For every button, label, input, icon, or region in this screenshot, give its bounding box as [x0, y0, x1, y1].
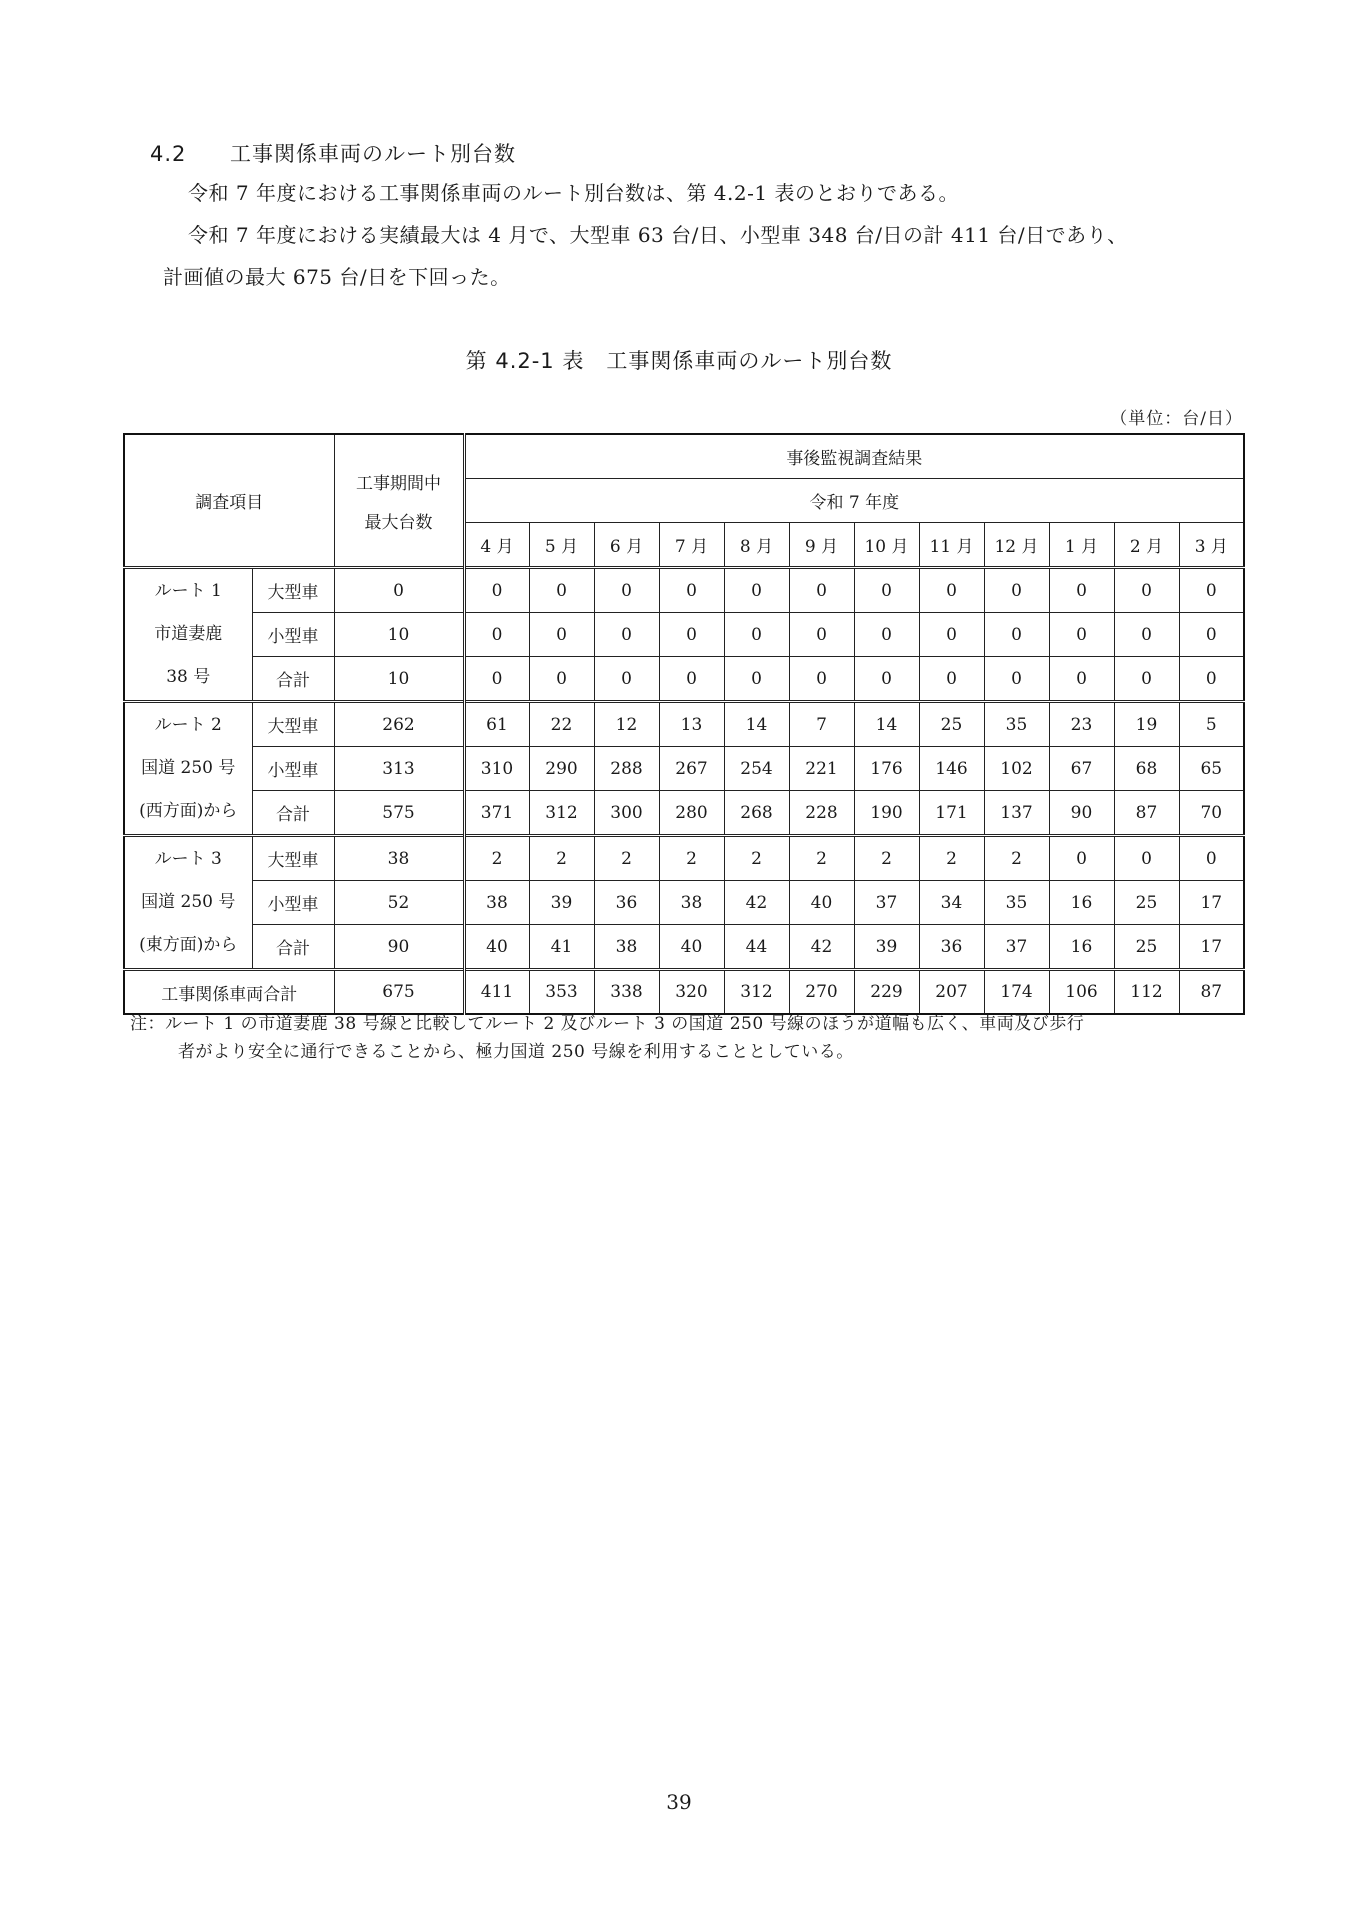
max-value: 10 — [334, 657, 464, 702]
month-value: 17 — [1179, 925, 1244, 970]
month-value: 70 — [1179, 791, 1244, 836]
month-value: 0 — [1114, 836, 1179, 881]
max-value: 0 — [334, 568, 464, 613]
page-number: 39 — [666, 1790, 692, 1814]
month-value: 16 — [1049, 925, 1114, 970]
month-value: 12 — [594, 702, 659, 747]
month-value: 5 — [1179, 702, 1244, 747]
month-header: 1 月 — [1049, 523, 1114, 568]
month-value: 0 — [529, 568, 594, 613]
total-value: 270 — [789, 970, 854, 1015]
month-value: 0 — [1179, 568, 1244, 613]
total-value: 87 — [1179, 970, 1244, 1015]
total-value: 229 — [854, 970, 919, 1015]
section-heading — [150, 138, 516, 168]
month-value: 0 — [854, 613, 919, 657]
month-header: 12 月 — [984, 523, 1049, 568]
header-max-line1: 工事期間中 — [356, 473, 441, 494]
route-name-line: ルート 2 — [154, 715, 222, 735]
month-value: 68 — [1114, 747, 1179, 791]
table-row — [124, 702, 1244, 747]
month-value: 0 — [464, 657, 529, 702]
total-value: 320 — [659, 970, 724, 1015]
month-value: 25 — [1114, 925, 1179, 970]
month-value: 35 — [984, 881, 1049, 925]
vehicle-type: 合計 — [252, 791, 334, 836]
header-max — [334, 434, 464, 568]
month-value: 0 — [1179, 657, 1244, 702]
month-value: 16 — [1049, 881, 1114, 925]
month-value: 17 — [1179, 881, 1244, 925]
month-value: 40 — [464, 925, 529, 970]
paragraph-2: 令和 7 年度における実績最大は 4 月で、大型車 63 台/日、小型車 348 台/日の計 411 台/日であり、 — [188, 223, 1128, 247]
month-value: 19 — [1114, 702, 1179, 747]
month-value: 267 — [659, 747, 724, 791]
month-value: 0 — [984, 613, 1049, 657]
month-value: 41 — [529, 925, 594, 970]
table-row — [124, 747, 1244, 791]
month-value: 0 — [594, 657, 659, 702]
month-value: 67 — [1049, 747, 1114, 791]
route-table — [123, 433, 1245, 1015]
vehicle-type: 大型車 — [252, 702, 334, 747]
vehicle-type: 小型車 — [252, 881, 334, 925]
header-result: 事後監視調査結果 — [464, 434, 1244, 479]
month-value: 300 — [594, 791, 659, 836]
month-value: 0 — [464, 613, 529, 657]
max-value: 52 — [334, 881, 464, 925]
total-value: 112 — [1114, 970, 1179, 1015]
month-value: 7 — [789, 702, 854, 747]
max-value: 575 — [334, 791, 464, 836]
month-value: 312 — [529, 791, 594, 836]
total-label: 工事関係車両合計 — [124, 970, 334, 1015]
month-value: 0 — [529, 657, 594, 702]
month-value: 38 — [659, 881, 724, 925]
month-value: 2 — [594, 836, 659, 881]
total-max: 675 — [334, 970, 464, 1015]
route-name-line: 国道 250 号 — [141, 892, 236, 912]
month-value: 290 — [529, 747, 594, 791]
month-header: 7 月 — [659, 523, 724, 568]
month-value: 0 — [1049, 568, 1114, 613]
month-value: 22 — [529, 702, 594, 747]
month-value: 0 — [594, 568, 659, 613]
month-value: 37 — [984, 925, 1049, 970]
month-value: 39 — [529, 881, 594, 925]
month-value: 0 — [529, 613, 594, 657]
month-value: 228 — [789, 791, 854, 836]
month-value: 2 — [659, 836, 724, 881]
table-row — [124, 791, 1244, 836]
route-name — [124, 836, 252, 970]
month-value: 371 — [464, 791, 529, 836]
month-value: 42 — [789, 925, 854, 970]
month-value: 35 — [984, 702, 1049, 747]
month-value: 44 — [724, 925, 789, 970]
total-value: 106 — [1049, 970, 1114, 1015]
route-name-line: ルート 1 — [154, 581, 222, 601]
month-value: 190 — [854, 791, 919, 836]
note-line-2: 者がより安全に通行できることから、極力国道 250 号線を利用することとしている。 — [178, 1042, 854, 1062]
route-name-line: (東方面)から — [139, 935, 238, 955]
section-title: 工事関係車両のルート別台数 — [230, 142, 516, 166]
month-value: 0 — [659, 657, 724, 702]
header-max-line2: 最大台数 — [364, 512, 433, 533]
month-value: 37 — [854, 881, 919, 925]
month-value: 34 — [919, 881, 984, 925]
month-header: 6 月 — [594, 523, 659, 568]
month-value: 0 — [789, 657, 854, 702]
table-unit: （単位：台/日） — [1110, 409, 1243, 429]
route-name — [124, 568, 252, 702]
month-value: 0 — [724, 613, 789, 657]
month-value: 0 — [1049, 836, 1114, 881]
month-value: 36 — [594, 881, 659, 925]
table-row — [124, 925, 1244, 970]
month-value: 0 — [1114, 657, 1179, 702]
month-value: 0 — [1114, 568, 1179, 613]
vehicle-type: 小型車 — [252, 747, 334, 791]
month-value: 2 — [919, 836, 984, 881]
month-header: 11 月 — [919, 523, 984, 568]
month-value: 254 — [724, 747, 789, 791]
table-title: 第 4.2-1 表 工事関係車両のルート別台数 — [465, 349, 893, 373]
route-name — [124, 702, 252, 836]
month-value: 42 — [724, 881, 789, 925]
month-value: 0 — [789, 568, 854, 613]
month-value: 36 — [919, 925, 984, 970]
month-value: 0 — [919, 568, 984, 613]
month-value: 310 — [464, 747, 529, 791]
month-value: 25 — [1114, 881, 1179, 925]
total-row — [124, 970, 1244, 1015]
month-value: 14 — [724, 702, 789, 747]
month-value: 40 — [659, 925, 724, 970]
month-value: 0 — [1179, 613, 1244, 657]
month-value: 176 — [854, 747, 919, 791]
month-value: 2 — [854, 836, 919, 881]
month-value: 102 — [984, 747, 1049, 791]
month-header: 5 月 — [529, 523, 594, 568]
month-value: 0 — [984, 657, 1049, 702]
header-item: 調査項目 — [124, 434, 334, 568]
month-value: 0 — [984, 568, 1049, 613]
month-value: 39 — [854, 925, 919, 970]
month-value: 0 — [724, 568, 789, 613]
total-value: 312 — [724, 970, 789, 1015]
month-value: 90 — [1049, 791, 1114, 836]
table-row — [124, 836, 1244, 881]
total-value: 353 — [529, 970, 594, 1015]
vehicle-type: 小型車 — [252, 613, 334, 657]
month-value: 0 — [659, 613, 724, 657]
route-name-line: ルート 3 — [154, 849, 222, 869]
month-value: 2 — [529, 836, 594, 881]
total-value: 174 — [984, 970, 1049, 1015]
month-value: 0 — [464, 568, 529, 613]
month-header: 8 月 — [724, 523, 789, 568]
month-value: 0 — [1049, 657, 1114, 702]
month-header: 9 月 — [789, 523, 854, 568]
month-value: 23 — [1049, 702, 1114, 747]
month-value: 0 — [724, 657, 789, 702]
max-value: 262 — [334, 702, 464, 747]
month-value: 14 — [854, 702, 919, 747]
month-value: 0 — [854, 657, 919, 702]
month-value: 38 — [594, 925, 659, 970]
month-value: 0 — [594, 613, 659, 657]
month-header: 3 月 — [1179, 523, 1244, 568]
month-value: 2 — [984, 836, 1049, 881]
month-value: 61 — [464, 702, 529, 747]
month-value: 0 — [854, 568, 919, 613]
month-value: 38 — [464, 881, 529, 925]
month-value: 0 — [659, 568, 724, 613]
table-row — [124, 613, 1244, 657]
max-value: 90 — [334, 925, 464, 970]
month-value: 25 — [919, 702, 984, 747]
month-value: 288 — [594, 747, 659, 791]
max-value: 10 — [334, 613, 464, 657]
table-row — [124, 657, 1244, 702]
month-value: 0 — [919, 613, 984, 657]
month-value: 221 — [789, 747, 854, 791]
month-header: 4 月 — [464, 523, 529, 568]
month-value: 146 — [919, 747, 984, 791]
month-value: 0 — [1114, 613, 1179, 657]
table-note — [130, 1010, 1250, 1066]
month-value: 13 — [659, 702, 724, 747]
month-value: 137 — [984, 791, 1049, 836]
paragraph-3: 計画値の最大 675 台/日を下回った。 — [163, 265, 511, 289]
note-line-1: 注：ルート 1 の市道妻鹿 38 号線と比較してルート 2 及びルート 3 の国道 250 号線のほうが道幅も広く、車両及び歩行 — [130, 1014, 1085, 1034]
route-name-line: (西方面)から — [139, 801, 238, 821]
month-value: 0 — [1179, 836, 1244, 881]
vehicle-type: 合計 — [252, 657, 334, 702]
month-value: 171 — [919, 791, 984, 836]
month-header: 2 月 — [1114, 523, 1179, 568]
route-name-line: 国道 250 号 — [141, 758, 236, 778]
total-value: 411 — [464, 970, 529, 1015]
paragraph-1: 令和 7 年度における工事関係車両のルート別台数は、第 4.2-1 表のとおりである。 — [188, 181, 959, 205]
vehicle-type: 大型車 — [252, 836, 334, 881]
month-value: 0 — [789, 613, 854, 657]
month-value: 87 — [1114, 791, 1179, 836]
month-value: 2 — [464, 836, 529, 881]
vehicle-type: 大型車 — [252, 568, 334, 613]
route-name-line: 38 号 — [166, 667, 211, 687]
month-value: 0 — [919, 657, 984, 702]
header-year: 令和 7 年度 — [464, 479, 1244, 523]
max-value: 313 — [334, 747, 464, 791]
month-value: 2 — [789, 836, 854, 881]
table-row — [124, 568, 1244, 613]
total-value: 207 — [919, 970, 984, 1015]
vehicle-type: 合計 — [252, 925, 334, 970]
month-header: 10 月 — [854, 523, 919, 568]
month-value: 2 — [724, 836, 789, 881]
month-value: 40 — [789, 881, 854, 925]
month-value: 280 — [659, 791, 724, 836]
month-value: 0 — [1049, 613, 1114, 657]
section-number: 4.2 — [150, 142, 187, 166]
month-value: 268 — [724, 791, 789, 836]
month-value: 65 — [1179, 747, 1244, 791]
route-name-line: 市道妻鹿 — [154, 624, 223, 644]
max-value: 38 — [334, 836, 464, 881]
table-row — [124, 881, 1244, 925]
total-value: 338 — [594, 970, 659, 1015]
